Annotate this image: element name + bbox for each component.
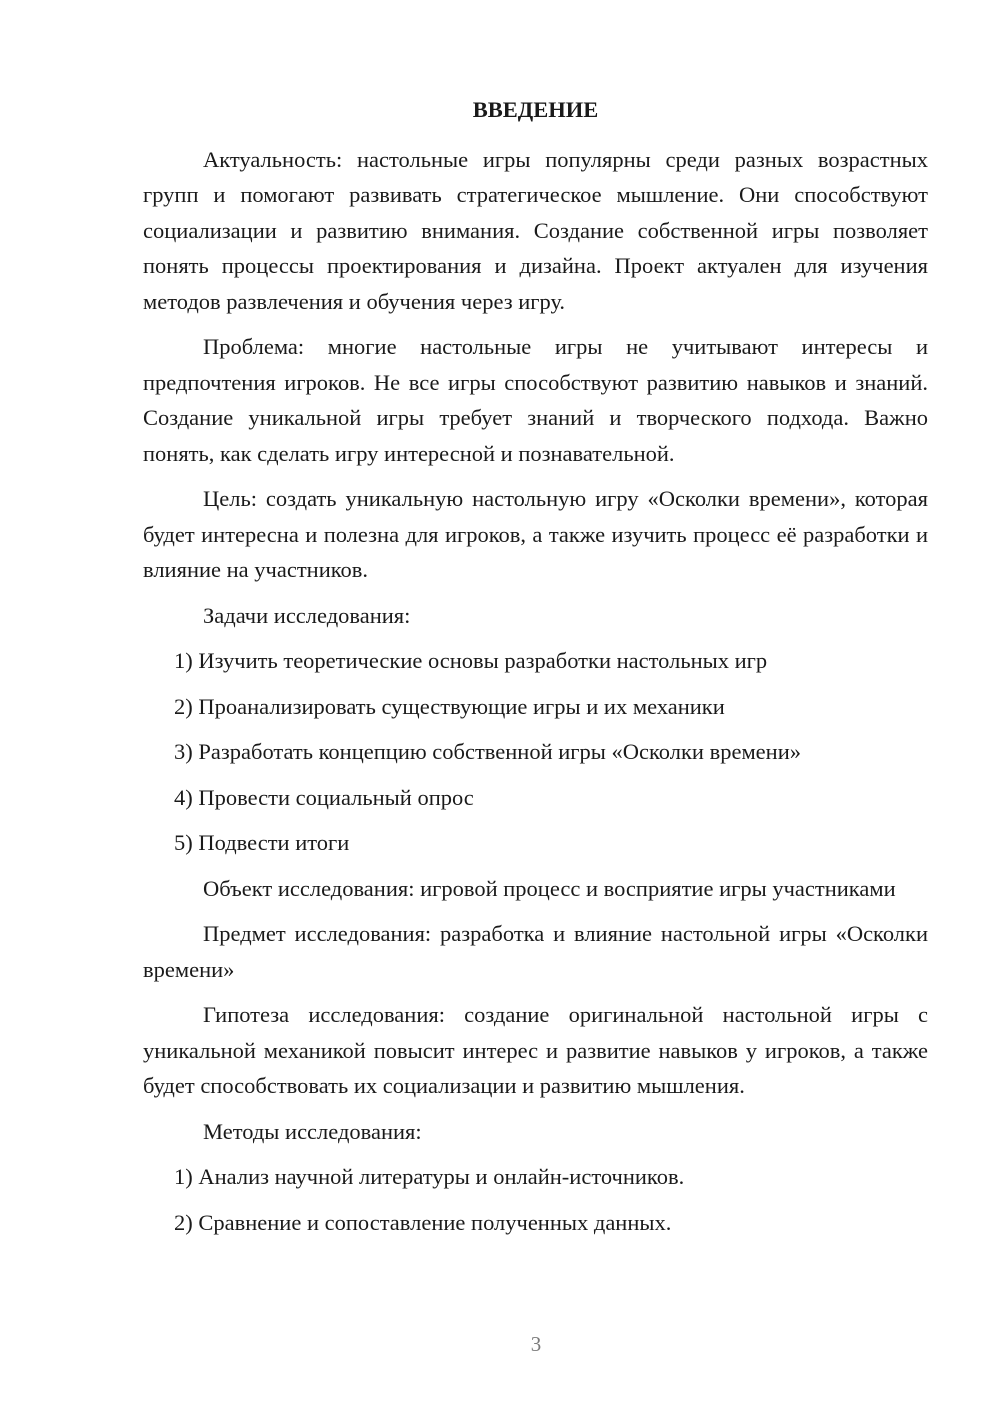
paragraph-problem: Проблема: многие настольные игры не учитывают интересы и предпочтения игроков. Не все игры способствуют развитию навыков и знаний. Создание уникальной игры требует знаний и творческого подхода. Важно понять, как сделать игру интересной и познавательной.: [143, 334, 928, 466]
paragraph-goal: Цель: создать уникальную настольную игру «Осколки времени», которая будет интересна и полезна для игроков, а также изучить процесс её разработки и влияние на участников.: [143, 486, 928, 582]
paragraph-relevance: Актуальность: настольные игры популярны среди разных возрастных групп и помогают развивать стратегическое мышление. Они способствуют социализации и развитию внимания. Создание собственной игры позволяет понять процессы проектирования и дизайна. Проект актуален для изучения методов развлечения и обучения через игру.: [143, 146, 928, 314]
methods-heading: Методы исследования:: [203, 1118, 422, 1144]
task-item-1: 1) Изучить теоретические основы разработки настольных игр: [174, 648, 768, 673]
task-item-5: 5) Подвести итоги: [174, 830, 350, 855]
document-page: [143, 92, 928, 1250]
paragraph-subject: Предмет исследования: разработка и влияние настольной игры «Осколки времени»: [143, 921, 928, 982]
task-item-3: 3) Разработать концепцию собственной игры «Осколки времени»: [174, 739, 802, 764]
tasks-heading: Задачи исследования:: [203, 602, 411, 628]
page-title: ВВЕДЕНИЕ: [472, 97, 599, 122]
paragraph-object: Объект исследования: игровой процесс и восприятие игры участниками: [203, 875, 896, 901]
method-item-2: 2) Сравнение и сопоставление полученных данных.: [174, 1209, 672, 1235]
page-number: 3: [530, 1332, 542, 1356]
method-item-1: 1) Анализ научной литературы и онлайн-источников.: [174, 1164, 685, 1189]
paragraph-hypothesis: Гипотеза исследования: создание оригинальной настольной игры с уникальной механикой повысит интерес и развитие навыков у игроков, а также будет способствовать их социализации и развитию мышления.: [143, 1002, 928, 1098]
task-item-4: 4) Провести социальный опрос: [174, 784, 474, 810]
task-item-2: 2) Проанализировать существующие игры и их механики: [174, 693, 725, 719]
